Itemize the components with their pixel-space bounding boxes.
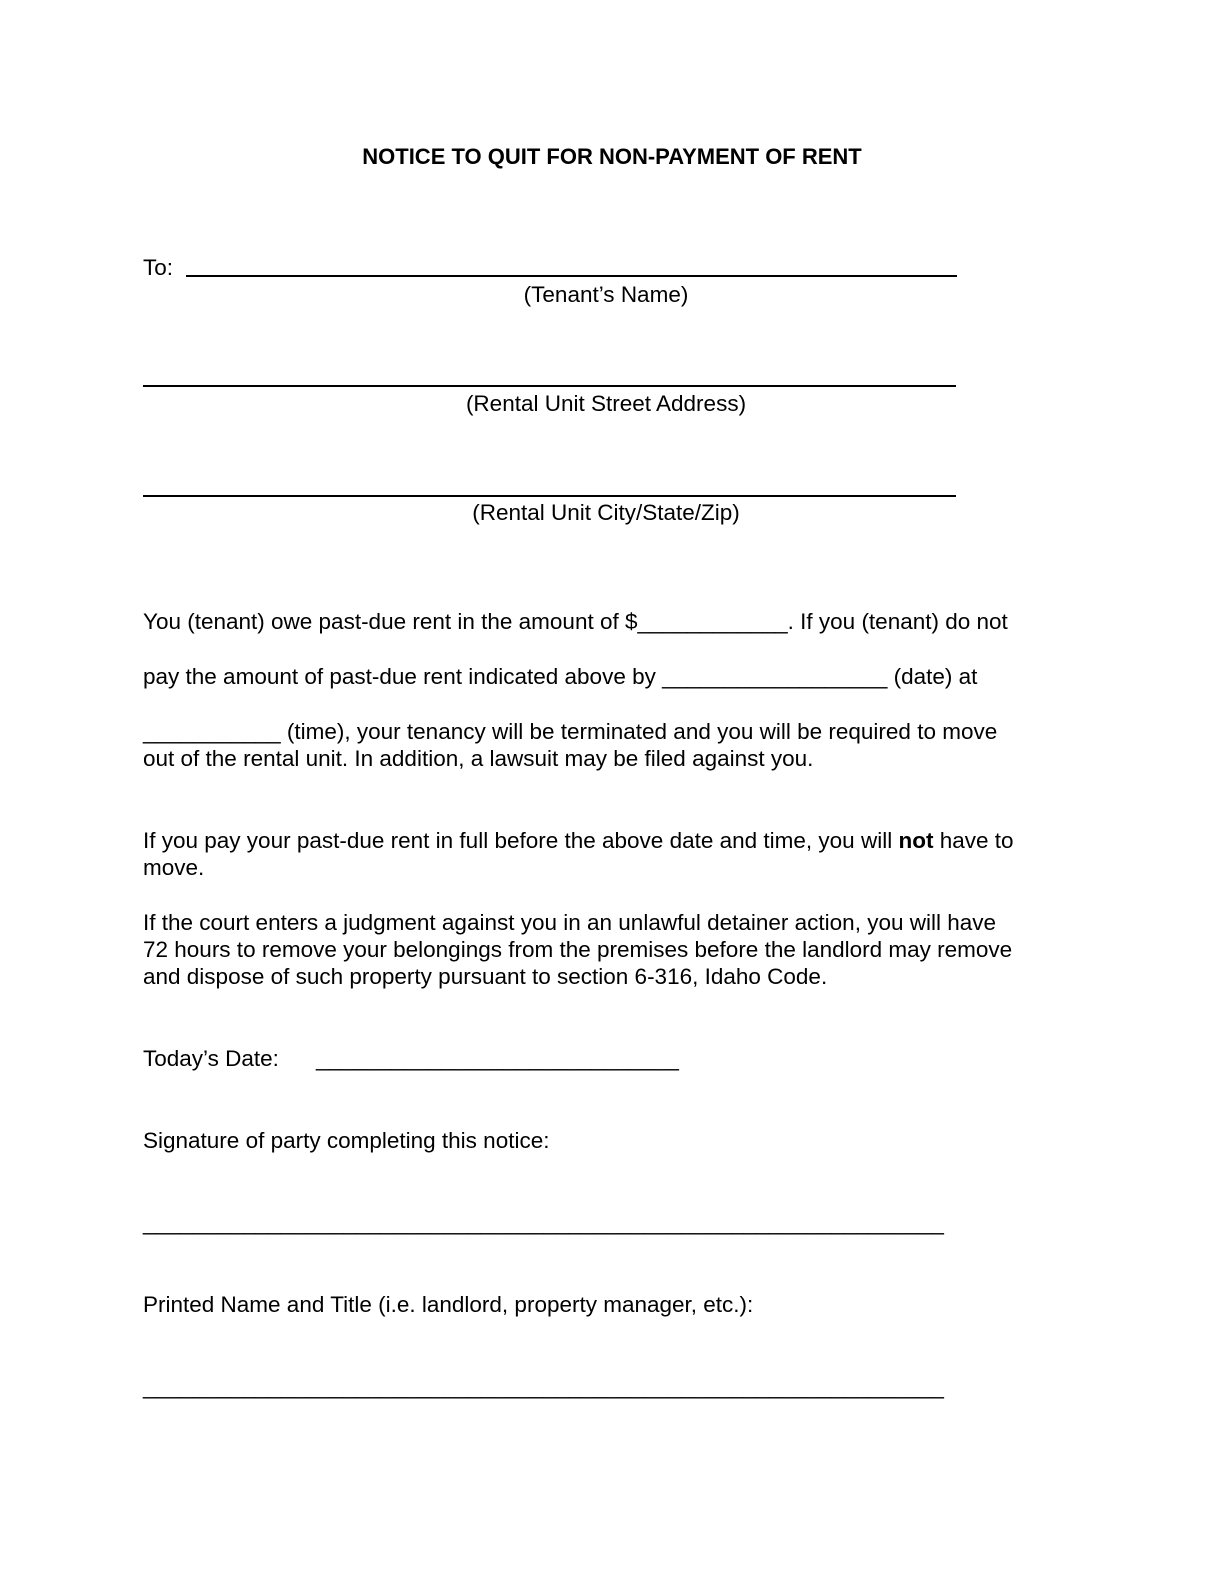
tenant-name-line[interactable] xyxy=(186,275,957,277)
judgment-paragraph-line3: and dispose of such property pursuant to section 6-316, Idaho Code. xyxy=(143,964,828,989)
pay-in-full-text-before: If you pay your past-due rent in full before the above date and time, you will xyxy=(143,828,899,853)
pay-in-full-bold-not: not xyxy=(898,828,934,853)
due-date-sentence: pay the amount of past-due rent indicated above by __________________ (date) at xyxy=(143,664,978,689)
judgment-paragraph-line2: 72 hours to remove your belongings from the premises before the landlord may remove xyxy=(143,937,1013,962)
tenant-name-caption: (Tenant’s Name) xyxy=(523,282,689,307)
lawsuit-sentence: out of the rental unit. In addition, a lawsuit may be filed against you. xyxy=(143,746,814,771)
printed-name-label: Printed Name and Title (i.e. landlord, property manager, etc.): xyxy=(143,1292,754,1317)
street-address-caption: (Rental Unit Street Address) xyxy=(465,391,747,416)
todays-date-field[interactable]: _____________________________ xyxy=(316,1046,679,1071)
printed-name-field[interactable]: ________________________________________________________________ xyxy=(143,1374,944,1399)
document-title: NOTICE TO QUIT FOR NON-PAYMENT OF RENT xyxy=(362,144,862,169)
judgment-paragraph-line1: If the court enters a judgment against you in an unlawful detainer action, you will have xyxy=(143,910,997,935)
city-state-zip-caption: (Rental Unit City/State/Zip) xyxy=(472,500,740,525)
pay-in-full-paragraph-line2: move. xyxy=(143,855,205,880)
signature-field[interactable]: ________________________________________________________________ xyxy=(143,1210,944,1235)
owed-amount-sentence: You (tenant) owe past-due rent in the amount of $____________. If you (tenant) do not xyxy=(143,609,1008,634)
street-address-line[interactable] xyxy=(143,385,956,387)
signature-label: Signature of party completing this notice: xyxy=(143,1128,550,1153)
termination-sentence: ___________ (time), your tenancy will be terminated and you will be required to move xyxy=(143,719,998,744)
pay-in-full-paragraph xyxy=(143,827,1014,854)
city-state-zip-line[interactable] xyxy=(143,495,956,497)
to-label: To: xyxy=(143,255,174,280)
pay-in-full-text-after: have to xyxy=(933,828,1014,853)
todays-date-label: Today’s Date: xyxy=(143,1046,279,1071)
